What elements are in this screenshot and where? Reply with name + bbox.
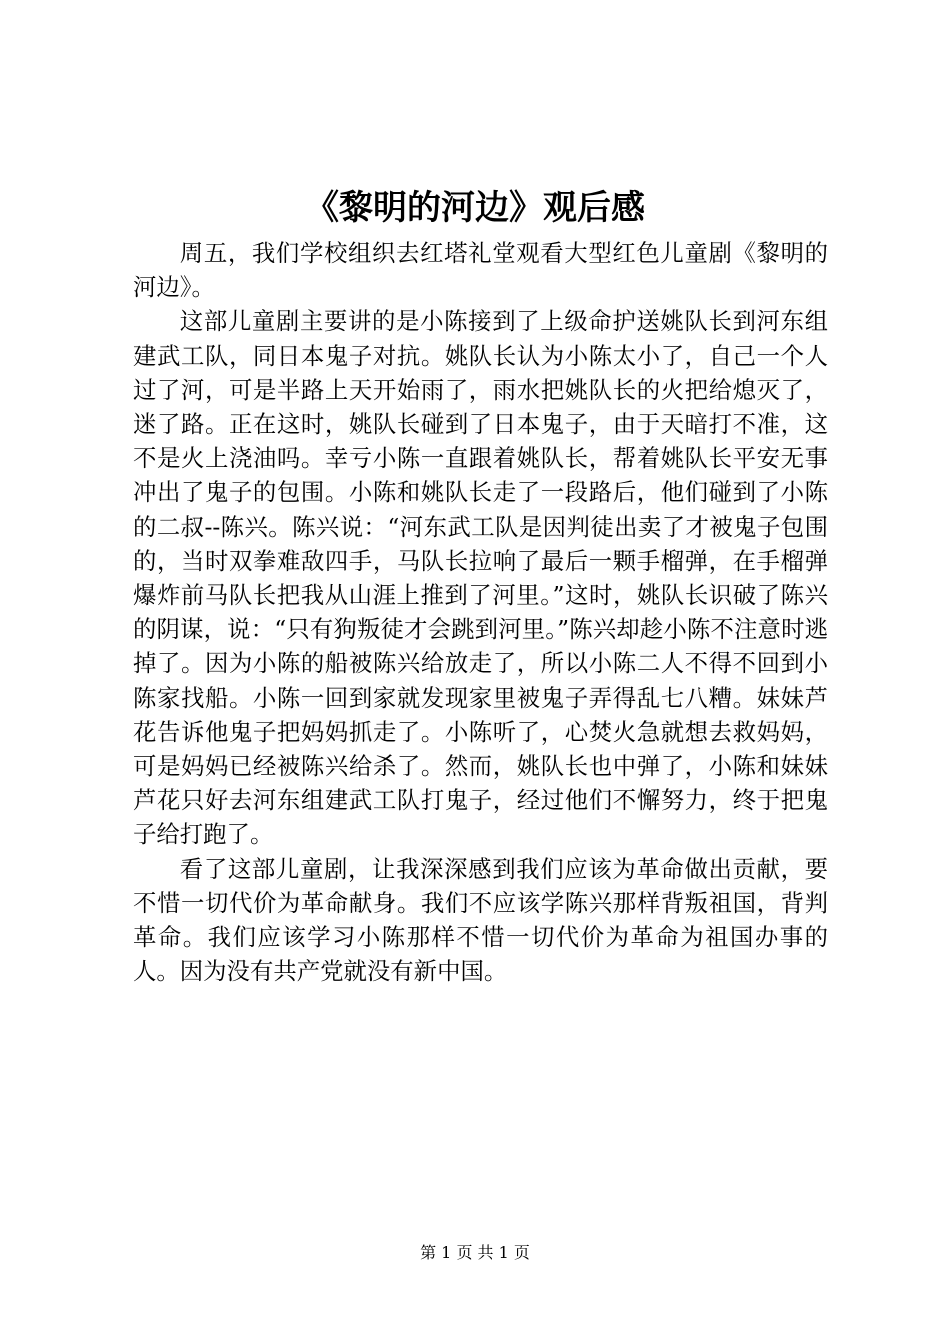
page-footer: 第 1 页 共 1 页 [420,1243,530,1262]
paragraph-1: 周五，我们学校组织去红塔礼堂观看大型红色儿童剧《黎明的河边》。 [133,239,828,302]
paragraph-2: 这部儿童剧主要讲的是小陈接到了上级命护送姚队长到河东组建武工队，同日本鬼子对抗。姚队长认为小陈太小了，自己一个人过了河，可是半路上天开始雨了，雨水把姚队长的火把给熄灭了，迷了路。正在这时，姚队长碰到了日本鬼子，由于天暗打不准，这不是火上浇油吗。幸亏小陈一直跟着姚队长，帮着姚队长平安无事冲出了鬼子的包围。小陈和姚队长走了一段路后，他们碰到了小陈的二叔--陈兴。陈兴说：“河东武工队是因判徒出卖了才被鬼子包围的，当时双拳难敌四手，马队长拉响了最后一颗手榴弹，在手榴弹爆炸前马队长把我从山涯上推到了河里。”这时，姚队长识破了陈兴的阴谋，说：“只有狗叛徒才会跳到河里。”陈兴却趁小陈不注意时逃掉了。因为小陈的船被陈兴给放走了，所以小陈二人不得不回到小陈家找船。小陈一回到家就发现家里被鬼子弄得乱七八糟。妹妹芦花告诉他鬼子把妈妈抓走了。小陈听了，心焚火急就想去救妈妈，可是妈妈已经被陈兴给杀了。然而，姚队长也中弹了，小陈和妹妹芦花只好去河东组建武工队打鬼子，经过他们不懈努力，终于把鬼子给打跑了。 [133,307,828,849]
document-title: 《黎明的河边》观后感 [305,188,645,228]
paragraph-3: 看了这部儿童剧，让我深深感到我们应该为革命做出贡献，要不惜一切代价为革命献身。我们不应该学陈兴那样背叛祖国，背判革命。我们应该学习小陈那样不惜一切代价为革命为祖国办事的人。因为没有共产党就没有新中国。 [133,854,828,986]
document-body [133,236,828,988]
